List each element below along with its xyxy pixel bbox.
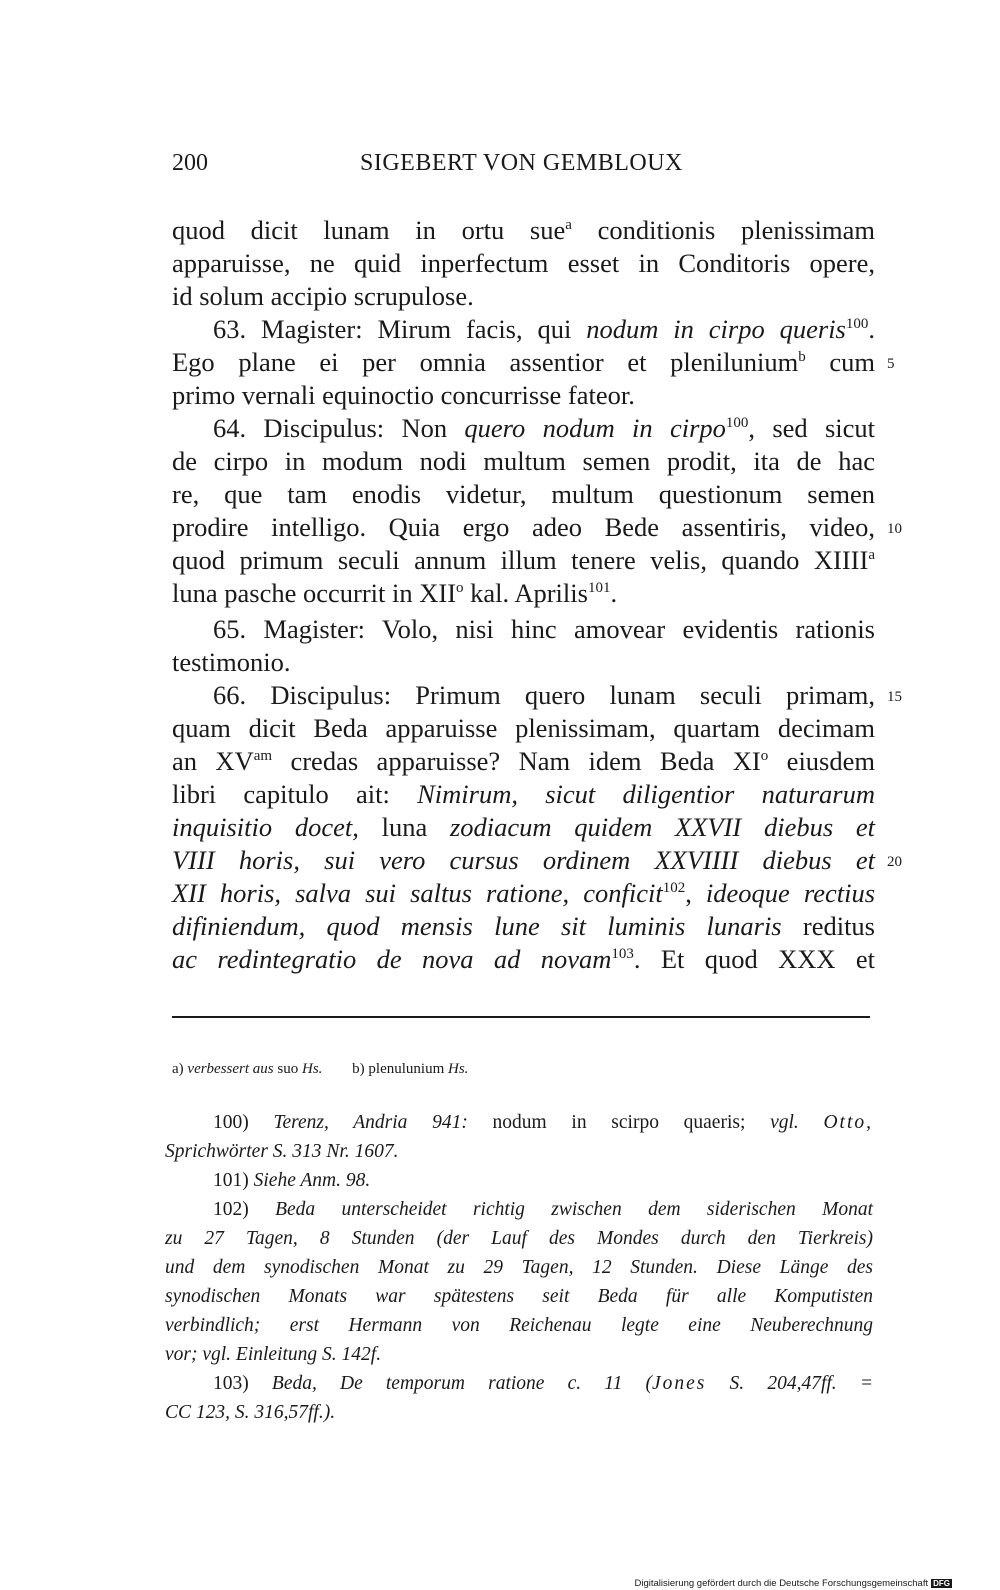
text-segment: quod dicit lunam in ortu sue <box>172 215 566 245</box>
page-header <box>172 150 712 184</box>
text-segment: luna pasche occurrit in XII <box>172 578 457 608</box>
quotation: ac redintegratio de nova ad novam <box>172 944 612 974</box>
text-line <box>172 910 875 943</box>
text-segment: , <box>685 878 706 908</box>
text-line: re, que tam enodis videtur, multum questionum semen <box>172 479 875 509</box>
text-line: quam dicit Beda apparuisse plenissimam, quartam decimam <box>172 713 875 743</box>
text-segment: , sed sicut <box>748 413 876 443</box>
apparatus-note: verbessert aus <box>187 1061 274 1077</box>
text-line <box>172 346 875 379</box>
author-name: Otto, <box>823 1112 874 1133</box>
text-line: apparuisse, ne quid inperfectum esset in Conditoris opere, <box>172 248 875 278</box>
footnote-line: CC 123, S. 316,57ff.). <box>165 1402 336 1423</box>
footnote-text: nodum in scirpo quaeris; <box>467 1112 771 1133</box>
text-segment: 64. Discipulus: Non <box>213 413 465 443</box>
footnote-line: synodischen Monats war spätestens seit Beda für alle Komputisten <box>165 1286 873 1307</box>
dfg-logo-icon: DFG <box>933 1579 950 1588</box>
text-line <box>172 811 875 844</box>
footnote-number: 101) <box>213 1170 254 1191</box>
apparatus-siglum: Hs. <box>302 1061 323 1077</box>
quotation: XII horis, salva sui saltus ratione, conficit <box>172 878 663 908</box>
citation: Beda, De temporum ratione c. 11 ( <box>271 1373 652 1394</box>
footnote-line <box>213 1195 873 1224</box>
footnote-ref: 103 <box>611 946 634 963</box>
line-number: 20 <box>887 854 902 870</box>
text-line: de cirpo in modum nodi multum semen prodit, ita de hac <box>172 446 875 476</box>
apparatus-label: a) <box>172 1061 188 1077</box>
citation: Terenz, Andria 941: <box>273 1112 468 1133</box>
text-line <box>172 544 875 577</box>
footnote-number: 103) <box>213 1373 272 1394</box>
text-segment: 63. Magister: Mirum facis, qui <box>213 314 587 344</box>
text-line <box>172 214 875 247</box>
footnote-line <box>213 1108 873 1137</box>
text-line <box>172 745 875 778</box>
credit-text: Digitalisierung gefördert durch die Deutsche Forschungsgemeinschaft <box>634 1578 929 1589</box>
footnote-line: zu 27 Tagen, 8 Stunden (der Lauf des Mondes durch den Tierkreis) <box>165 1228 873 1249</box>
footnote-number: 102) <box>213 1199 276 1220</box>
footnote-line: und dem synodischen Monat zu 29 Tagen, 12 Stunden. Diese Länge des <box>165 1257 873 1278</box>
footnote-ref: 100 <box>725 415 749 432</box>
footnote-line <box>213 1166 873 1195</box>
apparatus-entry-b <box>352 1061 468 1077</box>
footnote-ref: 102 <box>662 880 686 897</box>
text-line <box>172 577 875 610</box>
line-number: 15 <box>887 689 902 705</box>
text-line: primo vernali equinoctio concurrisse fateor. <box>172 380 635 410</box>
quotation: ideoque rectius <box>705 878 876 908</box>
text-segment: quod primum seculi annum illum tenere velis, quando XIIII <box>172 545 869 575</box>
critical-apparatus <box>172 1058 468 1080</box>
text-segment: reditus <box>781 911 875 941</box>
apparatus-label: b) <box>352 1061 369 1077</box>
quotation: zodiacum quidem XXVII diebus et <box>449 812 875 842</box>
footnote-text: Siehe Anm. 98. <box>253 1170 371 1191</box>
footnote-text: Beda unterscheidet richtig zwischen dem siderischen Monat <box>275 1199 873 1220</box>
line-number: 10 <box>887 521 902 537</box>
quotation: nodum in cirpo queris <box>586 314 846 344</box>
text-line: 65. Magister: Volo, nisi hinc amovear evidentis rationis <box>213 614 875 644</box>
footnote-number: 100) <box>213 1112 274 1133</box>
superscript: o <box>760 748 769 765</box>
footnote-ref: 101 <box>587 580 611 597</box>
text-segment: Ego plane ei per omnia assentior et plenilunium <box>172 347 799 377</box>
footnote-line <box>213 1369 873 1398</box>
author-name: Jones <box>652 1373 707 1394</box>
footnote-line: verbindlich; erst Hermann von Reichenau legte eine Neuberechnung <box>165 1315 873 1336</box>
footnote-text: vgl. <box>770 1112 824 1133</box>
text-segment: conditionis plenissimam <box>571 215 875 245</box>
superscript: a <box>868 547 875 564</box>
running-title: SIGEBERT VON GEMBLOUX <box>360 150 683 176</box>
footnote-line: vor; vgl. Einleitung S. 142f. <box>165 1344 382 1365</box>
text-segment: cum <box>805 347 876 377</box>
footnote-rule <box>172 1016 870 1018</box>
quotation: inquisitio docet, <box>172 812 359 842</box>
text-line <box>213 313 875 346</box>
text-segment: kal. Aprilis <box>463 578 588 608</box>
footnote-line: Sprichwörter S. 313 Nr. 1607. <box>165 1141 399 1162</box>
text-line: id solum accipio scrupulose. <box>172 281 474 311</box>
text-line <box>172 877 875 910</box>
apparatus-entry-a <box>172 1061 322 1077</box>
apparatus-text: suo <box>273 1061 302 1077</box>
page-number: 200 <box>172 150 208 176</box>
text-segment: an XV <box>172 746 254 776</box>
quotation: difiniendum, quod mensis lune sit luminis lunaris <box>172 911 782 941</box>
apparatus-text: plenulunium <box>368 1061 448 1077</box>
text-segment: libri capitulo ait: <box>172 779 418 809</box>
text-line: testimonio. <box>172 647 291 677</box>
text-segment: eiusdem <box>768 746 875 776</box>
text-segment: credas apparuisse? Nam idem Beda XI <box>272 746 761 776</box>
superscript: o <box>456 580 464 597</box>
citation: S. 204,47ff. = <box>706 1373 873 1394</box>
apparatus-marker: b <box>798 349 806 366</box>
apparatus-siglum: Hs. <box>448 1061 469 1077</box>
text-line <box>213 412 875 445</box>
digitization-credit <box>635 1578 953 1589</box>
text-segment: . <box>610 578 618 608</box>
superscript: am <box>253 748 273 765</box>
text-segment: . Et quod XXX et <box>633 944 875 974</box>
text-segment: . <box>868 314 875 344</box>
text-segment: luna <box>358 812 450 842</box>
line-number: 5 <box>887 356 895 372</box>
text-line: prodire intelligo. Quia ergo adeo Bede assentiris, video, <box>172 512 875 542</box>
text-line <box>172 943 875 976</box>
text-line: VIII horis, sui vero cursus ordinem XXVIIII diebus et <box>172 845 875 875</box>
text-line <box>172 778 875 811</box>
apparatus-marker: a <box>565 217 572 234</box>
footnote-ref: 100 <box>845 316 869 333</box>
quotation: quero nodum in cirpo <box>464 413 726 443</box>
quotation: Nimirum, sicut diligentior naturarum <box>417 779 875 809</box>
text-line: 66. Discipulus: Primum quero lunam seculi primam, <box>213 680 875 710</box>
